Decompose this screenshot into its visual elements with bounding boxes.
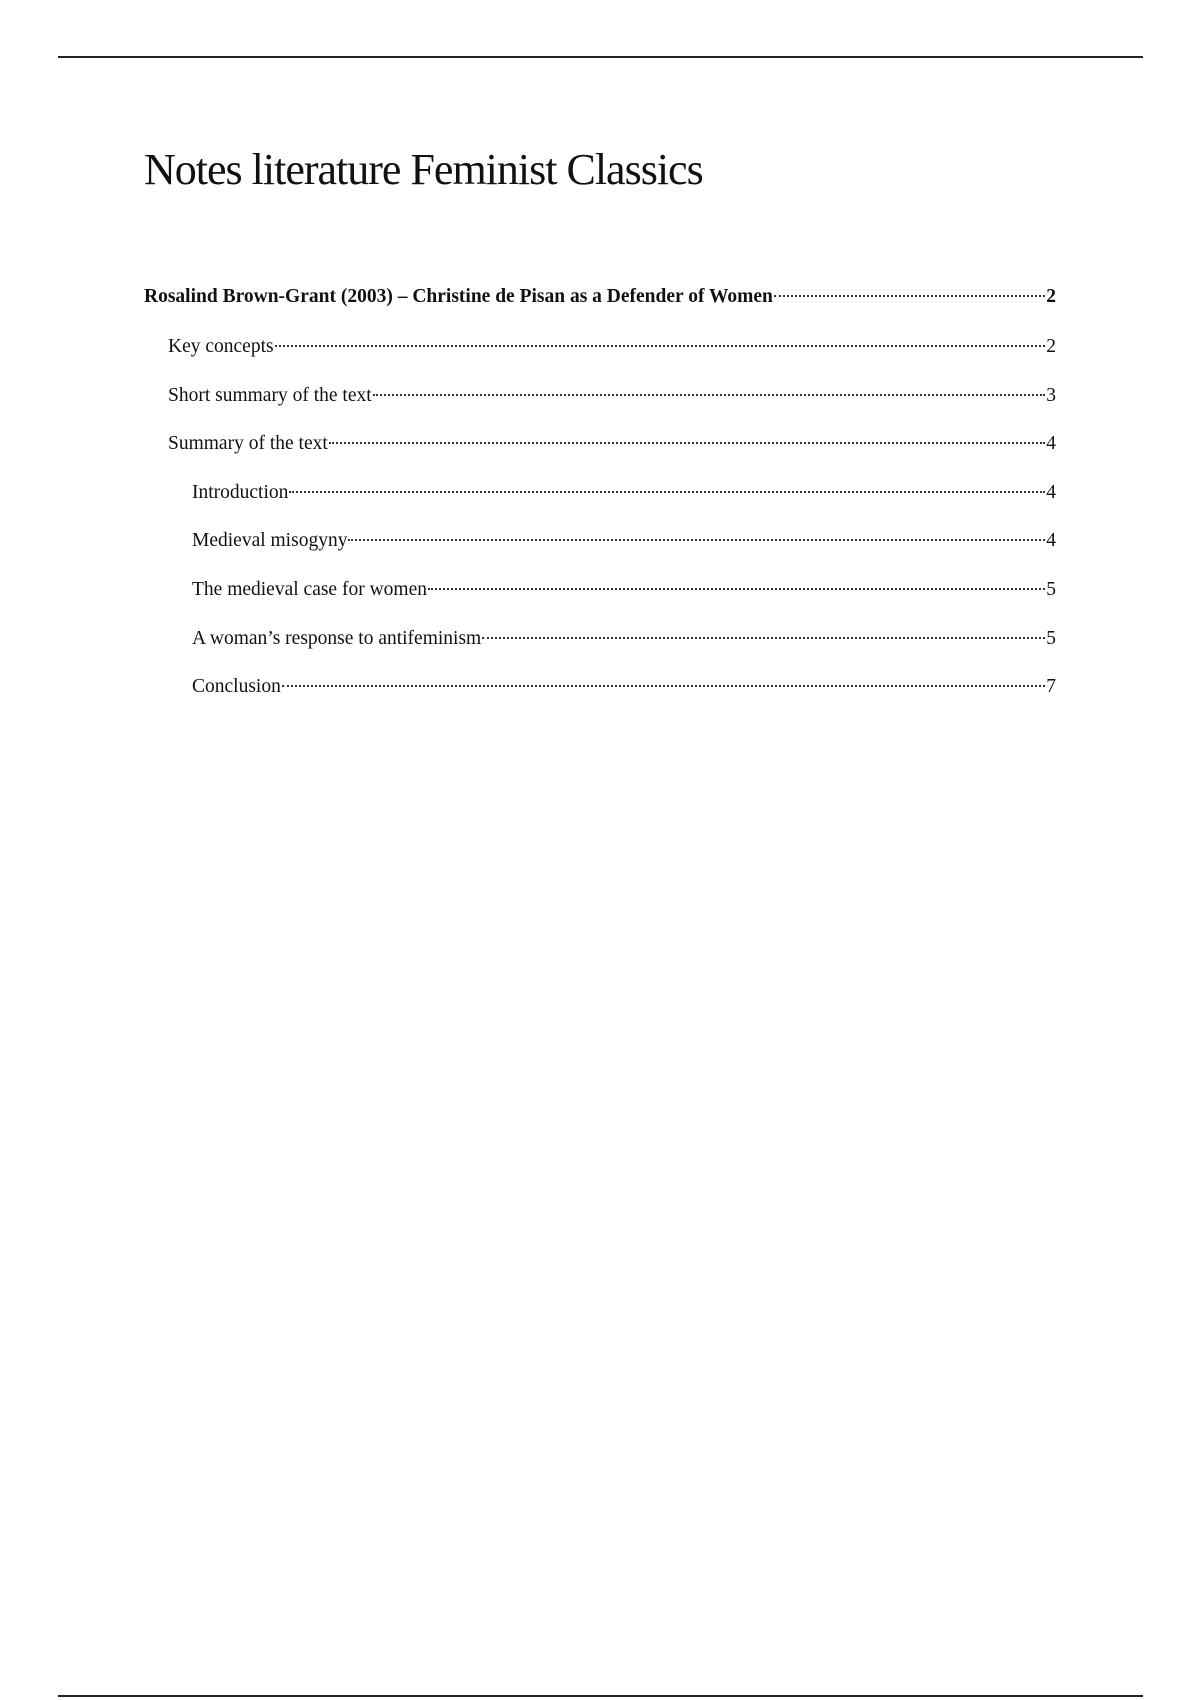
toc-entry-label: Introduction — [192, 481, 289, 503]
toc-dot-leader — [774, 295, 1045, 297]
toc-entry-page: 3 — [1046, 384, 1056, 406]
toc-dot-leader — [428, 588, 1045, 590]
toc-entry-label: Summary of the text — [168, 433, 328, 455]
toc-entry-page: 5 — [1046, 578, 1056, 600]
toc-dot-leader — [482, 637, 1045, 639]
toc-entry-label: Short summary of the text — [168, 384, 372, 406]
document-title: Notes literature Feminist Classics — [144, 145, 703, 194]
toc-dot-leader — [275, 345, 1046, 347]
toc-entry[interactable] — [144, 670, 1056, 719]
toc-entry-label: Rosalind Brown-Grant (2003) – Christine de Pisan as a Defender of Women — [144, 286, 773, 307]
toc-dot-leader — [329, 442, 1045, 444]
toc-entry-page: 5 — [1046, 627, 1056, 649]
toc-entry[interactable] — [144, 330, 1056, 379]
toc-entry-page: 4 — [1046, 433, 1056, 455]
toc-entry-label: The medieval case for women — [192, 578, 427, 600]
toc-entry-page: 2 — [1046, 336, 1056, 357]
toc-entry-label: A woman’s response to antifeminism — [192, 627, 482, 649]
toc-entry-page: 7 — [1046, 676, 1056, 698]
toc-dot-leader — [282, 685, 1045, 687]
toc-entry[interactable] — [144, 573, 1056, 622]
toc-entry-page: 4 — [1046, 530, 1056, 552]
toc-entry[interactable] — [144, 476, 1056, 525]
toc-dot-leader — [289, 491, 1045, 493]
toc-entry[interactable] — [144, 524, 1056, 573]
toc-dot-leader — [373, 394, 1046, 396]
toc-entry-label: Key concepts — [168, 336, 274, 357]
toc-entry-label: Medieval misogyny — [192, 530, 348, 552]
header-rule — [58, 56, 1143, 58]
toc-entry-page: 4 — [1046, 481, 1056, 503]
toc-entry-page: 2 — [1046, 286, 1056, 307]
table-of-contents — [144, 280, 1056, 719]
toc-entry[interactable] — [144, 622, 1056, 671]
toc-entry-label: Conclusion — [192, 676, 281, 698]
toc-entry[interactable] — [144, 379, 1056, 428]
toc-entry[interactable] — [144, 427, 1056, 476]
toc-dot-leader — [348, 539, 1045, 541]
toc-entry[interactable] — [144, 280, 1056, 330]
footer-rule — [58, 1695, 1143, 1697]
